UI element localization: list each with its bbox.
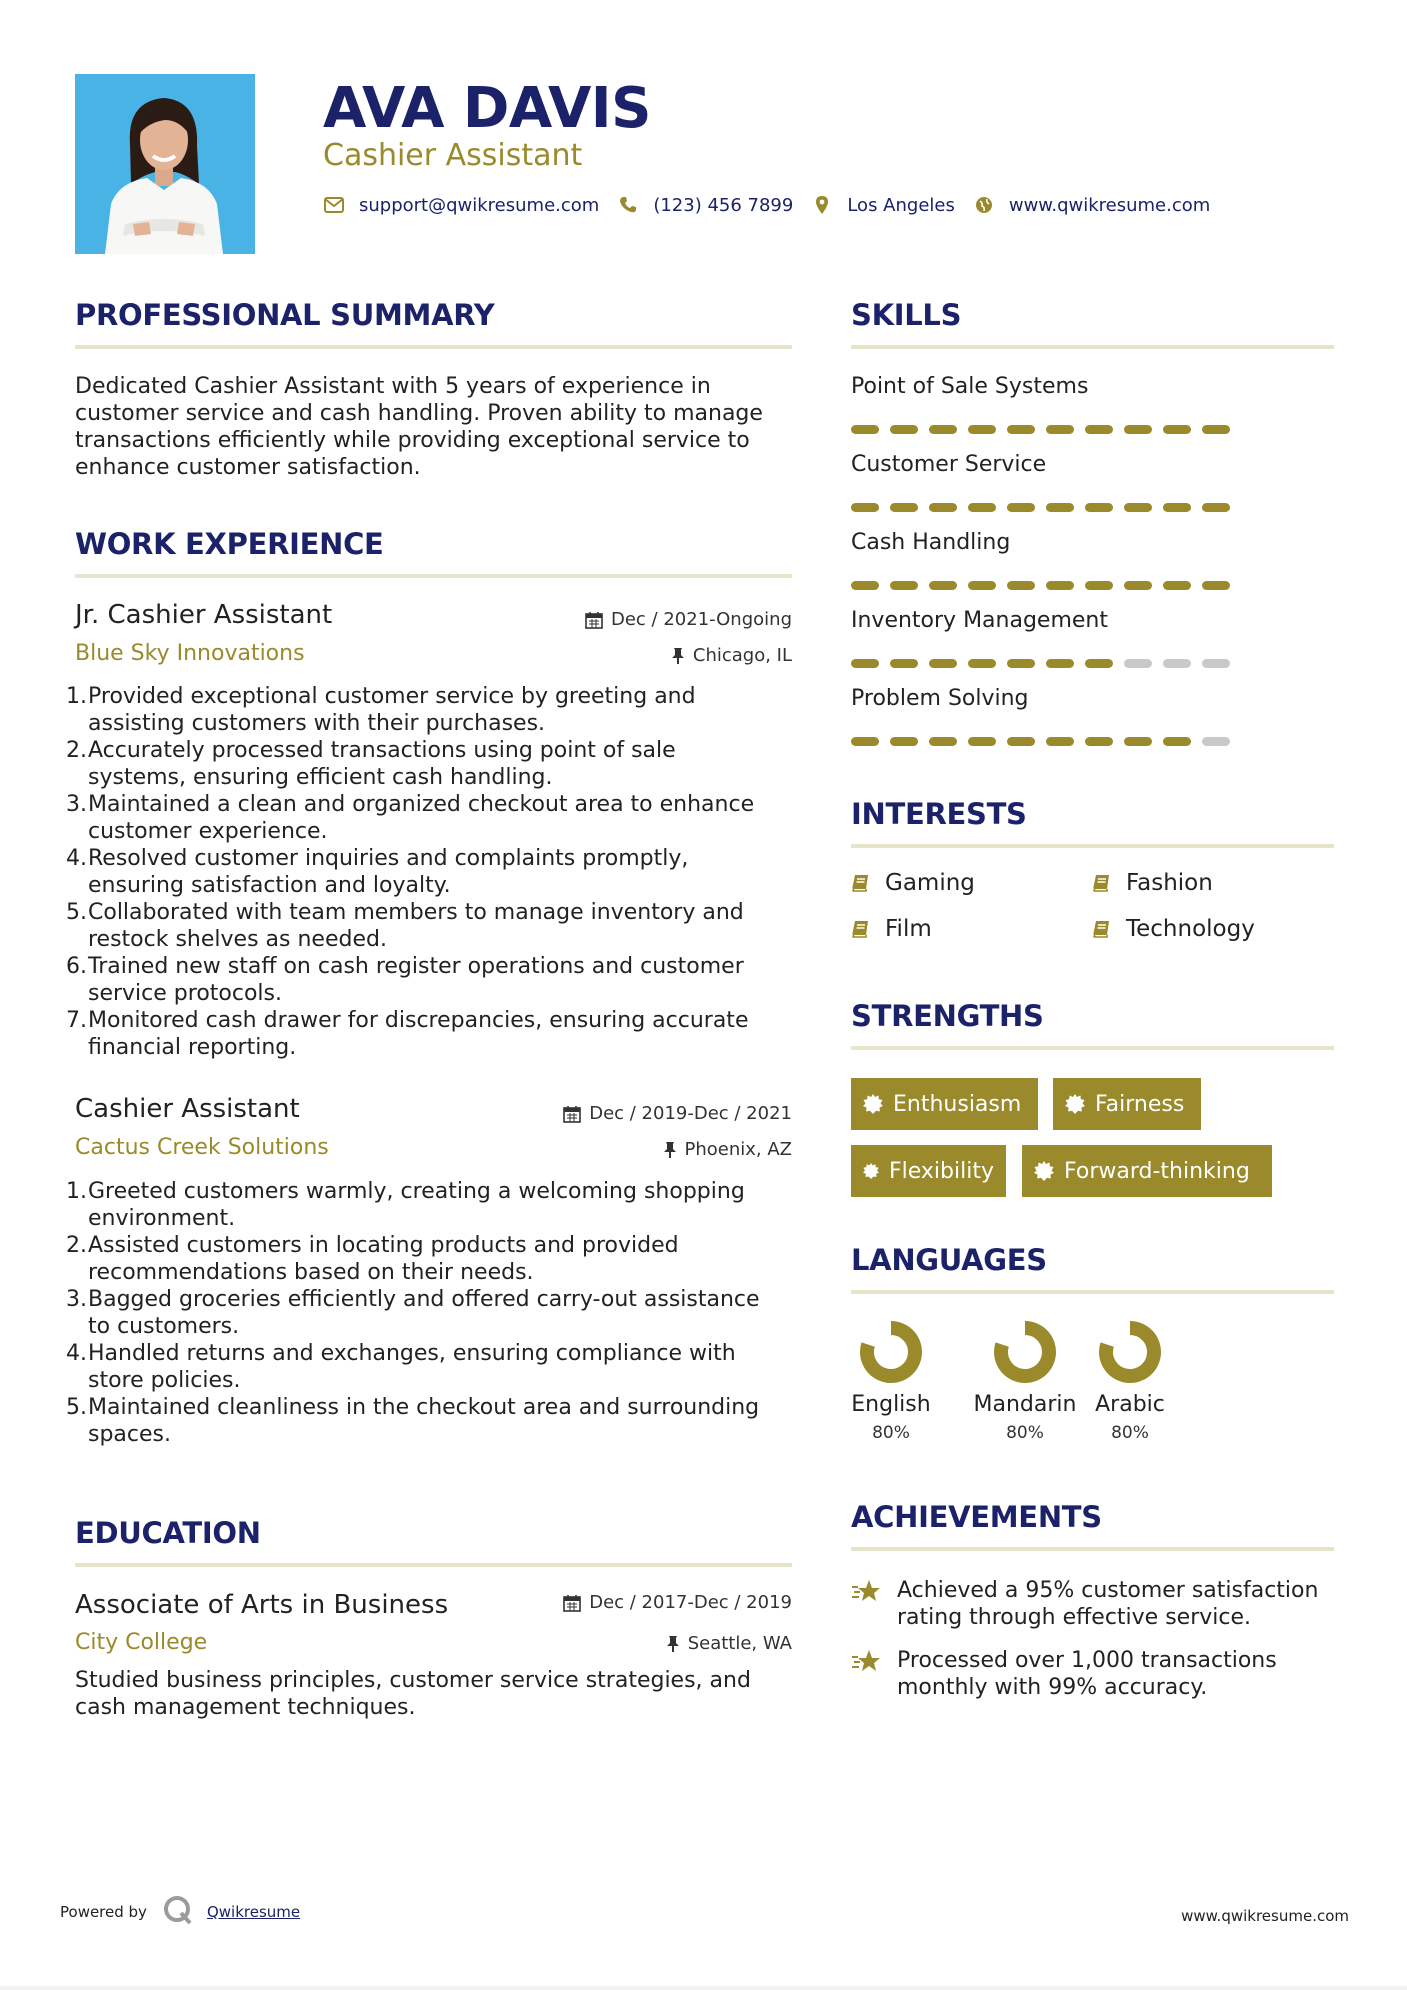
achievement-item: [851, 1577, 1331, 1631]
job-location-text: Chicago, IL: [692, 645, 792, 666]
powered-by-text: Powered by: [60, 1903, 147, 1921]
pushpin-icon: [663, 1141, 677, 1159]
job-dates: [500, 609, 792, 630]
language-ring: [993, 1320, 1057, 1384]
experience-divider: [75, 574, 792, 578]
calendar-icon: [585, 611, 603, 629]
list-item: 1. Provided exceptional customer service by greeting and assisting customers with their purchases.: [66, 684, 696, 736]
skill-segment: [929, 503, 957, 512]
pushpin-icon: [666, 1635, 680, 1653]
skill-segment: [929, 659, 957, 668]
map-pin-icon: [811, 194, 833, 216]
skill-segment: [851, 737, 879, 746]
contact-email[interactable]: [323, 194, 599, 216]
skill-segment: [1007, 503, 1035, 512]
skill-segment: [1202, 581, 1230, 590]
skill-segment: [851, 503, 879, 512]
school-name: City College: [75, 1630, 208, 1655]
job-location: [500, 645, 792, 666]
list-item: 7. Monitored cash drawer for discrepancies, ensuring accurate financial reporting.: [66, 1008, 749, 1060]
skill-bar: [851, 659, 1241, 668]
skill-segment: [1046, 659, 1074, 668]
achievement-line: Achieved a 95% customer satisfaction: [897, 1578, 1319, 1603]
contact-website-text: www.qwikresume.com: [1008, 194, 1211, 216]
languages-divider: [851, 1290, 1334, 1294]
star-trophy-icon: [851, 1649, 881, 1675]
skill-segment: [1124, 737, 1152, 746]
skill-name: Point of Sale Systems: [851, 374, 1089, 399]
language-name: Mandarin: [973, 1392, 1077, 1417]
badge-icon: [863, 1161, 879, 1181]
job-title: Jr. Cashier Assistant: [75, 600, 333, 630]
degree-title: Associate of Arts in Business: [75, 1590, 449, 1620]
achievements-divider: [851, 1547, 1334, 1551]
job-location-text: Phoenix, AZ: [684, 1139, 792, 1160]
list-item: 2. Accurately processed transactions using point of sale systems, ensuring efficient cash handling.: [66, 738, 676, 790]
skill-segment: [1163, 581, 1191, 590]
skill-segment: [968, 425, 996, 434]
skill-segment: [1046, 737, 1074, 746]
book-icon: [1092, 873, 1112, 893]
profile-photo-illustration: [75, 74, 255, 254]
contact-website[interactable]: [973, 194, 1210, 216]
badge-icon: [863, 1094, 883, 1114]
language-ring: [1098, 1320, 1162, 1384]
skill-segment: [1007, 737, 1035, 746]
interest-item: [851, 870, 975, 896]
badge-icon: [1034, 1161, 1054, 1181]
strengths-heading: STRENGTHS: [851, 999, 1044, 1033]
education-line: cash management techniques.: [75, 1695, 416, 1720]
contact-location-text: Los Angeles: [847, 194, 955, 216]
skill-bar: [851, 503, 1241, 512]
qwikresume-link[interactable]: Qwikresume: [206, 1903, 301, 1921]
list-item: 2. Assisted customers in locating products and provided recommendations based on their needs.: [66, 1233, 679, 1285]
interests-divider: [851, 844, 1334, 848]
summary-heading: PROFESSIONAL SUMMARY: [75, 298, 495, 332]
language-percent: 80%: [872, 1423, 910, 1443]
contact-location: [811, 194, 955, 216]
list-item: 5. Collaborated with team members to manage inventory and restock shelves as needed.: [66, 900, 744, 952]
skill-name: Inventory Management: [851, 608, 1108, 633]
skill-segment: [968, 659, 996, 668]
education-divider: [75, 1563, 792, 1567]
list-item: 3. Bagged groceries efficiently and offered carry-out assistance to customers.: [66, 1287, 760, 1339]
bottom-border: [0, 1986, 1407, 1990]
pushpin-icon: [671, 647, 685, 665]
skill-segment: [851, 581, 879, 590]
summary-line: customer service and cash handling. Proven ability to manage: [75, 401, 763, 426]
skill-segment: [1046, 581, 1074, 590]
job-location: [500, 1139, 792, 1160]
skill-segment: [1124, 659, 1152, 668]
interests-heading: INTERESTS: [851, 797, 1027, 831]
job-duties-list: [68, 683, 808, 1061]
strength-tag: [851, 1078, 1038, 1130]
badge-icon: [1065, 1094, 1085, 1114]
skill-bar: [851, 737, 1241, 746]
skill-segment: [1046, 425, 1074, 434]
interest-item: [851, 916, 932, 942]
strength-tag: [1022, 1145, 1272, 1197]
language-ring: [859, 1320, 923, 1384]
job-title: Cashier Assistant: [75, 1094, 300, 1124]
skill-segment: [1202, 425, 1230, 434]
contact-phone[interactable]: [617, 194, 793, 216]
languages-heading: LANGUAGES: [851, 1243, 1047, 1277]
skill-segment: [1085, 581, 1113, 590]
language-percent: 80%: [1006, 1423, 1044, 1443]
achievements-heading: ACHIEVEMENTS: [851, 1500, 1102, 1534]
list-item: 3. Maintained a clean and organized checkout area to enhance customer experience.: [66, 792, 755, 844]
job-company: Cactus Creek Solutions: [75, 1135, 329, 1160]
list-item: 1. Greeted customers warmly, creating a welcoming shopping environment.: [66, 1179, 745, 1231]
envelope-icon: [323, 194, 345, 216]
skill-segment: [890, 737, 918, 746]
language-item: [1090, 1320, 1170, 1443]
achievement-item: [851, 1647, 1331, 1701]
summary-divider: [75, 345, 792, 349]
list-item: 4. Resolved customer inquiries and complaints promptly, ensuring satisfaction and loyalty.: [66, 846, 689, 898]
education-line: Studied business principles, customer service strategies, and: [75, 1668, 751, 1693]
skill-segment: [1046, 503, 1074, 512]
skill-segment: [1124, 503, 1152, 512]
book-icon: [851, 873, 871, 893]
skill-segment: [929, 737, 957, 746]
skill-segment: [1163, 659, 1191, 668]
skill-segment: [1202, 503, 1230, 512]
education-location: [500, 1633, 792, 1654]
qwikresume-logo-icon: [163, 1895, 193, 1929]
strength-label: Forward-thinking: [1064, 1158, 1250, 1184]
skill-segment: [968, 737, 996, 746]
skill-segment: [1085, 425, 1113, 434]
achievement-line: monthly with 99% accuracy.: [897, 1675, 1208, 1700]
education-dates: [500, 1592, 792, 1613]
achievement-line: rating through effective service.: [897, 1605, 1252, 1630]
calendar-icon: [563, 1105, 581, 1123]
book-icon: [851, 919, 871, 939]
interest-label: Film: [885, 916, 932, 942]
star-trophy-icon: [851, 1579, 881, 1605]
skill-name: Cash Handling: [851, 530, 1011, 555]
skill-segment: [1085, 503, 1113, 512]
skill-segment: [1124, 581, 1152, 590]
skill-segment: [890, 581, 918, 590]
list-item: 4. Handled returns and exchanges, ensuring compliance with store policies.: [66, 1341, 736, 1393]
skill-segment: [1007, 581, 1035, 590]
phone-icon: [617, 194, 639, 216]
candidate-title: Cashier Assistant: [323, 138, 583, 173]
strength-label: Enthusiasm: [893, 1091, 1022, 1117]
skills-divider: [851, 345, 1334, 349]
skill-segment: [1007, 659, 1035, 668]
job-company: Blue Sky Innovations: [75, 641, 305, 666]
skill-segment: [1124, 425, 1152, 434]
skill-segment: [851, 659, 879, 668]
strengths-divider: [851, 1046, 1334, 1050]
interest-label: Fashion: [1126, 870, 1213, 896]
strength-tag: [1053, 1078, 1201, 1130]
skill-segment: [1085, 659, 1113, 668]
skill-segment: [929, 581, 957, 590]
skill-segment: [1007, 425, 1035, 434]
job-dates-text: Dec / 2019-Dec / 2021: [589, 1103, 792, 1124]
skills-heading: SKILLS: [851, 298, 962, 332]
job-dates-text: Dec / 2021-Ongoing: [611, 609, 792, 630]
skill-segment: [1085, 737, 1113, 746]
skill-segment: [890, 503, 918, 512]
list-item: 5. Maintained cleanliness in the checkout area and surrounding spaces.: [66, 1395, 760, 1447]
education-location-text: Seattle, WA: [687, 1633, 792, 1654]
language-item: [851, 1320, 931, 1443]
skill-name: Customer Service: [851, 452, 1047, 477]
summary-text: [75, 373, 805, 481]
interest-label: Technology: [1126, 916, 1255, 942]
interest-item: [1092, 916, 1255, 942]
contact-email-text: support@qwikresume.com: [359, 194, 600, 216]
skill-segment: [968, 581, 996, 590]
skill-segment: [929, 425, 957, 434]
experience-heading: WORK EXPERIENCE: [75, 527, 384, 561]
calendar-icon: [563, 1594, 581, 1612]
education-dates-text: Dec / 2017-Dec / 2019: [589, 1592, 792, 1613]
language-name: English: [851, 1392, 931, 1417]
skill-name: Problem Solving: [851, 686, 1029, 711]
footer-powered-by: [60, 1895, 300, 1929]
summary-line: enhance customer satisfaction.: [75, 455, 421, 480]
skill-segment: [890, 659, 918, 668]
skill-bar: [851, 581, 1241, 590]
skill-bar: [851, 425, 1241, 434]
strength-label: Fairness: [1095, 1091, 1185, 1117]
language-name: Arabic: [1095, 1392, 1165, 1417]
profile-photo: [75, 74, 255, 254]
contact-bar: [323, 194, 1228, 216]
book-icon: [1092, 919, 1112, 939]
skill-segment: [968, 503, 996, 512]
skill-segment: [890, 425, 918, 434]
achievement-line: Processed over 1,000 transactions: [897, 1648, 1277, 1673]
strength-tag: [851, 1145, 1006, 1197]
language-item: [970, 1320, 1080, 1443]
job-dates: [500, 1103, 792, 1124]
skill-segment: [1163, 425, 1191, 434]
footer-website[interactable]: www.qwikresume.com: [1181, 1907, 1349, 1925]
interest-label: Gaming: [885, 870, 975, 896]
skill-segment: [1202, 659, 1230, 668]
list-item: 6. Trained new staff on cash register operations and customer service protocols.: [66, 954, 744, 1006]
skill-segment: [1163, 503, 1191, 512]
candidate-name: AVA DAVIS: [323, 76, 651, 141]
contact-phone-text: (123) 456 7899: [653, 194, 794, 216]
skill-segment: [1163, 737, 1191, 746]
globe-icon: [973, 194, 995, 216]
summary-line: Dedicated Cashier Assistant with 5 years of experience in: [75, 374, 711, 399]
summary-line: transactions efficiently while providing exceptional service to: [75, 428, 750, 453]
job-duties-list: [68, 1178, 808, 1448]
skill-segment: [1202, 737, 1230, 746]
strength-label: Flexibility: [889, 1158, 994, 1184]
education-heading: EDUCATION: [75, 1516, 261, 1550]
education-description: [75, 1667, 805, 1721]
skill-segment: [851, 425, 879, 434]
language-percent: 80%: [1111, 1423, 1149, 1443]
interest-item: [1092, 870, 1213, 896]
